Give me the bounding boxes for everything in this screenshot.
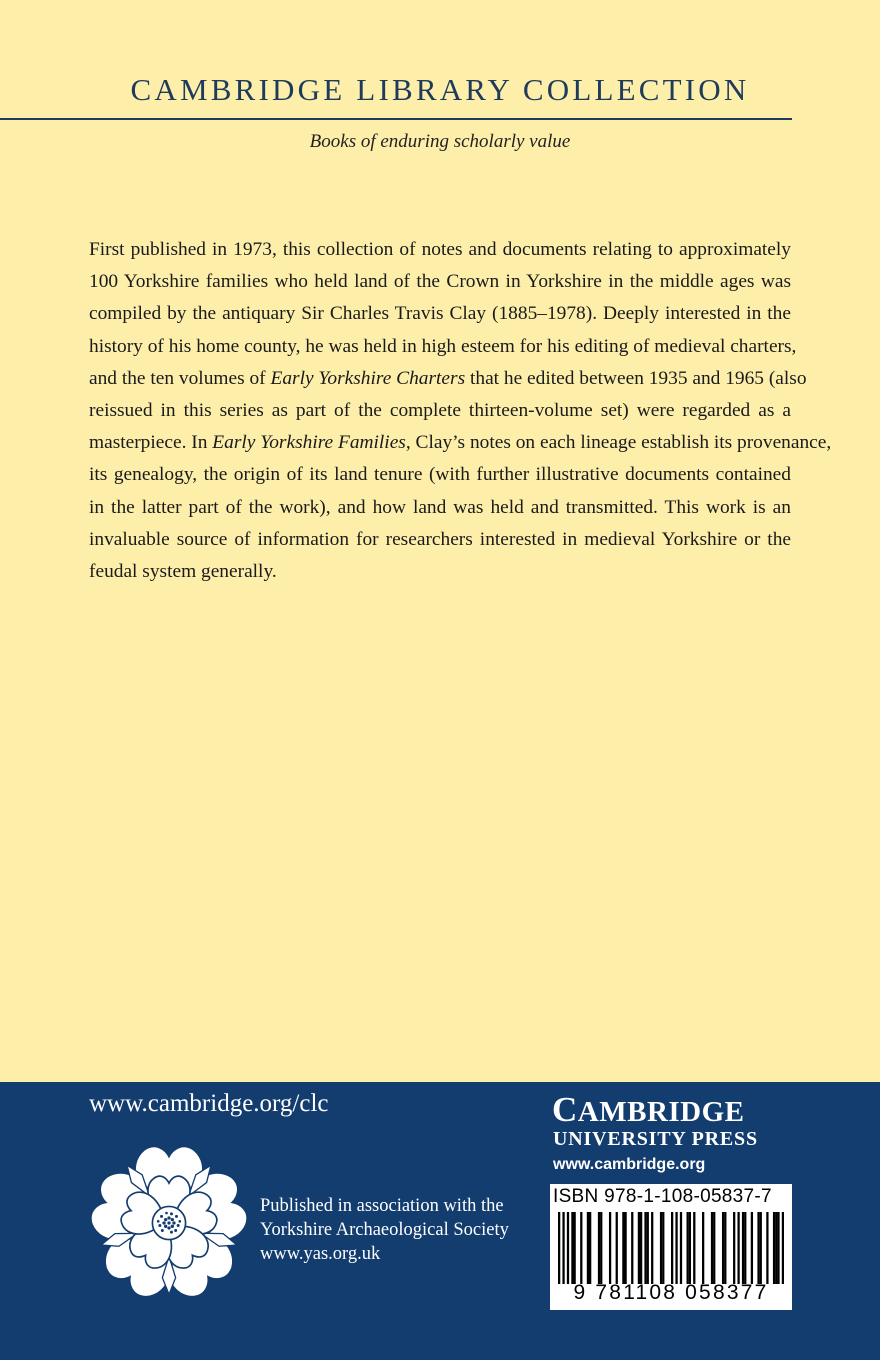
- book-title-reference: Early Yorkshire Charters: [270, 367, 466, 389]
- barcode-bar: [702, 1212, 704, 1284]
- barcode-bar: [589, 1212, 591, 1284]
- barcode-bar: [693, 1212, 695, 1284]
- barcode-bar: [689, 1212, 691, 1284]
- association-text: [260, 1194, 509, 1266]
- description-line: reissued in this series as part of the complete thirteen-volume set) were regarded as a: [89, 400, 791, 422]
- barcode-bar: [671, 1212, 673, 1284]
- barcode-bar: [562, 1212, 564, 1284]
- barcode-bar: [724, 1212, 726, 1284]
- barcode-bar: [647, 1212, 649, 1284]
- barcode-bar: [574, 1212, 576, 1284]
- barcode-bar: [777, 1212, 779, 1284]
- barcode-bar: [675, 1212, 677, 1284]
- barcode-panel: [550, 1184, 792, 1310]
- barcode-bar: [737, 1212, 739, 1284]
- association-line-2: Yorkshire Archaeological Society: [260, 1220, 509, 1240]
- barcode-bar: [773, 1212, 775, 1284]
- barcode-bar: [744, 1212, 746, 1284]
- barcode-bar: [598, 1212, 600, 1284]
- description-text: [89, 234, 832, 588]
- barcode-bar: [651, 1212, 653, 1284]
- barcode-bar: [766, 1212, 768, 1284]
- barcode-bar: [580, 1212, 582, 1284]
- description-line: history of his home county, he was held in high esteem for his editing of medieval charters,: [89, 335, 797, 357]
- description-line: in the latter part of the work), and how land was held and transmitted. This work is an: [89, 496, 791, 518]
- yorkshire-rose-icon: [86, 1140, 252, 1306]
- barcode-bar: [687, 1212, 689, 1284]
- barcode-bar: [609, 1212, 611, 1284]
- description-line: compiled by the antiquary Sir Charles Travis Clay (1885–1978). Deeply interested in the: [89, 303, 791, 325]
- barcode-bar: [733, 1212, 735, 1284]
- publisher-name: CAMBRIDGE: [552, 1090, 745, 1129]
- barcode-bar: [631, 1212, 633, 1284]
- barcode-bar: [600, 1212, 602, 1284]
- barcode-icon: [558, 1212, 784, 1284]
- association-url-link[interactable]: www.yas.org.uk: [260, 1244, 381, 1264]
- barcode-bar: [640, 1212, 642, 1284]
- barcode-bar: [760, 1212, 762, 1284]
- title-rule: [0, 118, 792, 120]
- barcode-bar: [680, 1212, 682, 1284]
- barcode-bar: [713, 1212, 715, 1284]
- series-title: CAMBRIDGE LIBRARY COLLECTION: [130, 72, 750, 107]
- description-line: masterpiece. In Early Yorkshire Families, Clay’s notes on each lineage establish its provenance,: [89, 432, 832, 454]
- barcode-bar: [587, 1212, 589, 1284]
- barcode-bar: [722, 1212, 724, 1284]
- association-line-1: Published in association with the: [260, 1196, 504, 1216]
- barcode-bar: [711, 1212, 713, 1284]
- barcode-bar: [662, 1212, 664, 1284]
- isbn-label: ISBN 978-1-108-05837-7: [553, 1186, 772, 1207]
- barcode-bar: [571, 1212, 573, 1284]
- description-line: its genealogy, the origin of its land tenure (with further illustrative documents contained: [89, 464, 791, 486]
- barcode-bar: [742, 1212, 744, 1284]
- barcode-bar: [775, 1212, 777, 1284]
- barcode-bar: [567, 1212, 569, 1284]
- description-line: 100 Yorkshire families who held land of the Crown in Yorkshire in the middle ages was: [89, 271, 791, 293]
- barcode-bar: [622, 1212, 624, 1284]
- publisher-subtitle: UNIVERSITY PRESS: [553, 1128, 758, 1150]
- description-line: feudal system generally.: [89, 561, 277, 583]
- publisher-url-link[interactable]: www.cambridge.org: [553, 1156, 706, 1173]
- barcode-bar: [782, 1212, 784, 1284]
- barcode-bar: [751, 1212, 753, 1284]
- book-title-reference: Early Yorkshire Families: [212, 432, 406, 454]
- barcode-bar: [616, 1212, 618, 1284]
- barcode-digits: 9 781108 058377: [573, 1281, 769, 1304]
- series-tagline: Books of enduring scholarly value: [309, 131, 571, 152]
- barcode-bar: [624, 1212, 626, 1284]
- barcode-bar: [660, 1212, 662, 1284]
- description-line: First published in 1973, this collection of notes and documents relating to approximately: [89, 239, 791, 260]
- barcode-bar: [644, 1212, 646, 1284]
- barcode-bar: [757, 1212, 759, 1284]
- description-line: and the ten volumes of Early Yorkshire Charters that he edited between 1935 and 1965 (also: [89, 367, 807, 389]
- description-line: invaluable source of information for researchers interested in medieval Yorkshire or the: [89, 528, 791, 550]
- series-url-link[interactable]: www.cambridge.org/clc: [89, 1090, 329, 1117]
- barcode-bar: [638, 1212, 640, 1284]
- barcode-bar: [558, 1212, 560, 1284]
